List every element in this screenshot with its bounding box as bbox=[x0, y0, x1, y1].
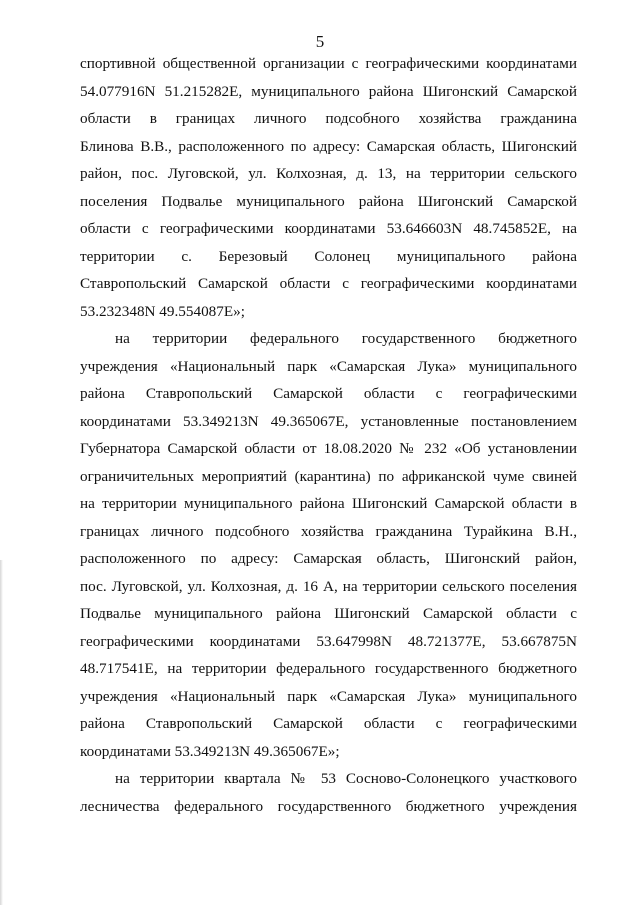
text-line: спортивной общественной организации с географическими координатами bbox=[80, 55, 577, 72]
text-line: области с географическими координатами 53.646603N 48.745852E, на bbox=[80, 220, 577, 237]
text-line: поселения Подвалье муниципального района Шигонский Самарской bbox=[80, 192, 577, 210]
text-line: 48.717541E, на территории федерального государственного бюджетного bbox=[80, 660, 577, 677]
text-line: Губернатора Самарской области от 18.08.2020 № 232 «Об установлении bbox=[80, 440, 577, 457]
text-line: 53.232348N 49.554087E»; bbox=[80, 302, 245, 320]
text-line: 54.077916N 51.215282E, муниципального района Шигонский Самарской bbox=[80, 82, 577, 100]
text-line: координатами 53.349213N 49.365067E, установленные постановлением bbox=[80, 412, 577, 430]
text-line: территории с. Березовый Солонец муниципального района bbox=[80, 247, 577, 265]
text-line: Блинова В.В., расположенного по адресу: Самарская область, Шигонский bbox=[80, 137, 577, 155]
page-number: 5 bbox=[315, 32, 325, 51]
text-line: лесничества федерального государственного бюджетного учреждения bbox=[80, 797, 577, 815]
text-line: расположенного по адресу: Самарская область, Шигонский район, bbox=[80, 550, 577, 567]
text-line: географическими координатами 53.647998N 48.721377E, 53.667875N bbox=[80, 632, 577, 650]
text-line: пос. Луговской, ул. Колхозная, д. 16 А, на территории сельского поселения bbox=[80, 577, 577, 595]
text-line: района Ставропольский Самарской области с географическими bbox=[80, 715, 577, 732]
paragraph-start-line: на территории федерального государственного бюджетного bbox=[115, 330, 577, 347]
paragraph-start-line: на территории квартала № 53 Сосново-Солонецкого участкового bbox=[115, 770, 577, 787]
text-line: области в границах личного подсобного хозяйства гражданина bbox=[80, 110, 577, 127]
text-line: Ставропольский Самарской области с географическими координатами bbox=[80, 275, 577, 292]
text-line: ограничительных мероприятий (карантина) по африканской чуме свиней bbox=[80, 467, 577, 485]
document-body bbox=[80, 50, 577, 820]
text-line: учреждения «Национальный парк «Самарская Лука» муниципального bbox=[80, 357, 577, 375]
scan-edge-shadow bbox=[0, 560, 3, 905]
text-line: район, пос. Луговской, ул. Колхозная, д. 13, на территории сельского bbox=[80, 165, 577, 182]
text-line: границах личного подсобного хозяйства гражданина Турайкина В.Н., bbox=[80, 522, 577, 540]
text-line: на территории муниципального района Шигонский Самарской области в bbox=[80, 495, 577, 512]
text-line: района Ставропольский Самарской области с географическими bbox=[80, 385, 577, 402]
text-line: Подвалье муниципального района Шигонский Самарской области с bbox=[80, 605, 577, 622]
text-line: координатами 53.349213N 49.365067E»; bbox=[80, 742, 340, 760]
text-line: учреждения «Национальный парк «Самарская Лука» муниципального bbox=[80, 687, 577, 705]
